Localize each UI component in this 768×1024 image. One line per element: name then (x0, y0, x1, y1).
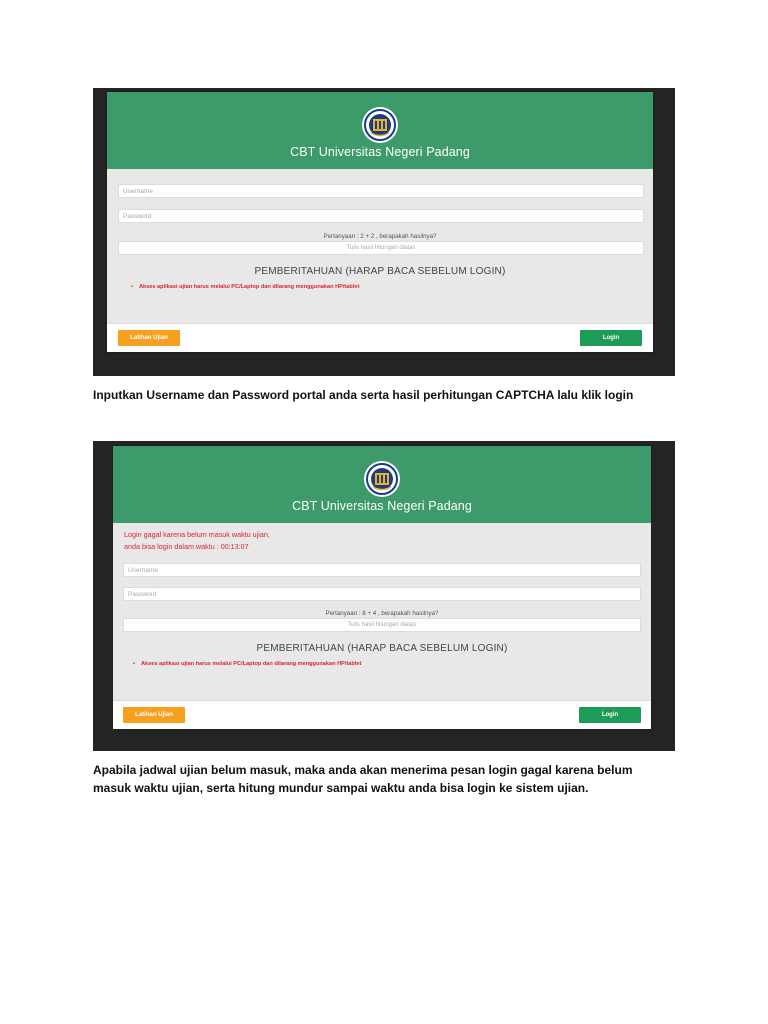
login-button[interactable]: Login (580, 330, 642, 346)
login-panel (107, 92, 653, 352)
login-button[interactable]: Login (579, 707, 641, 723)
username-input[interactable]: Username (123, 563, 641, 577)
notice-item: • Akses aplikasi ujian harus melalui PC/Laptop dan dilarang menggunakan HP/tablet (131, 284, 359, 290)
notice-title: PEMBERITAHUAN (HARAP BACA SEBELUM LOGIN) (254, 266, 506, 277)
captcha-question: Pertanyaan : 8 + 4 , berapakah hasilnya? (325, 610, 439, 617)
caption-2-line2: masuk waktu ujian, serta hitung mundur sampai waktu anda bisa login ke sistem ujian. (93, 781, 589, 795)
screenshot-login-form (93, 88, 675, 376)
caption-1: Inputkan Username dan Password portal anda serta hasil perhitungan CAPTCHA lalu klik login (93, 388, 634, 402)
notice-title: PEMBERITAHUAN (HARAP BACA SEBELUM LOGIN) (256, 643, 508, 654)
captcha-input[interactable]: Tulis hasil hitungan diatas (123, 618, 641, 632)
caption-2-line1: Apabila jadwal ujian belum masuk, maka anda akan menerima pesan login gagal karena belum (93, 763, 633, 777)
app-title: CBT Universitas Negeri Padang (290, 145, 470, 159)
password-input[interactable]: Password (118, 209, 644, 223)
error-message-line1: Login gagal karena belum masuk waktu ujian, (124, 530, 270, 539)
university-logo-icon (363, 460, 401, 498)
captcha-input[interactable]: Tulis hasil hitungan diatas (118, 241, 644, 255)
password-input[interactable]: Password (123, 587, 641, 601)
login-header (107, 92, 653, 169)
app-title: CBT Universitas Negeri Padang (292, 499, 472, 513)
login-panel (113, 446, 651, 729)
login-header (113, 446, 651, 523)
login-footer (113, 700, 651, 729)
error-message-line2: anda bisa login dalam waktu : 00:13:07 (124, 542, 249, 551)
latihan-ujian-button[interactable]: Latihan Ujian (123, 707, 185, 723)
username-input[interactable]: Username (118, 184, 644, 198)
latihan-ujian-button[interactable]: Latihan Ujian (118, 330, 180, 346)
login-footer (107, 323, 653, 352)
university-logo-icon (361, 106, 399, 144)
notice-item: • Akses aplikasi ujian harus melalui PC/Laptop dan dilarang menggunakan HP/tablet (133, 661, 361, 667)
screenshot-login-failed (93, 441, 675, 751)
captcha-question: Pertanyaan : 2 + 2 , berapakah hasilnya? (323, 233, 437, 240)
